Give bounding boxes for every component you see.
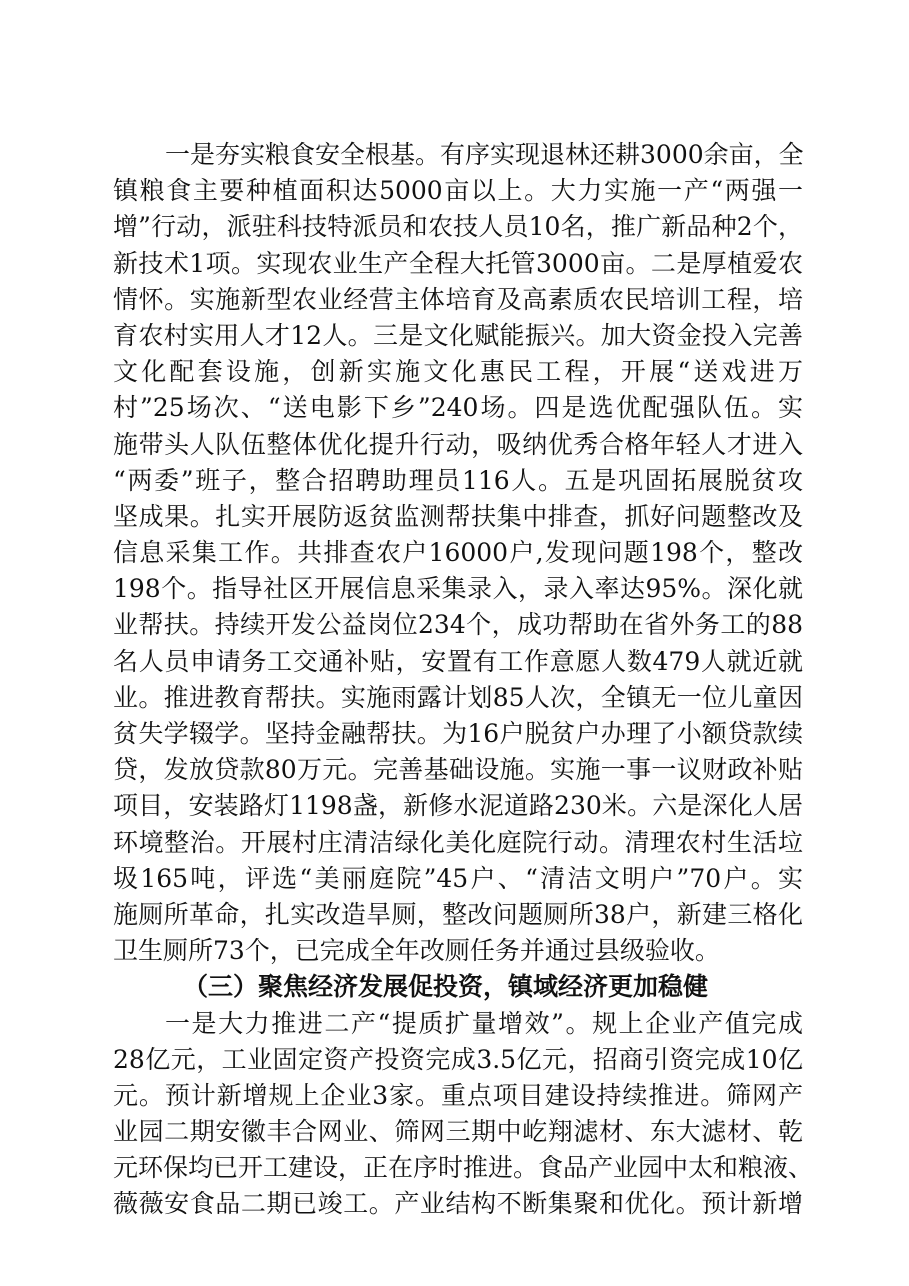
paragraph-line: 增”行动，派驻科技特派员和农技人员10名，推广新品种2个， xyxy=(113,212,803,242)
paragraph-line: 198个。指导社区开展信息采集录入，录入率达95%。深化就 xyxy=(113,574,803,604)
paragraph-line: 新技术1项。实现农业生产全程大托管3000亩。二是厚植爱农 xyxy=(113,248,803,278)
paragraph-line: 施带头人队伍整体优化提升行动，吸纳优秀合格年轻人才进入 xyxy=(113,429,803,459)
paragraph-line: 环境整治。开展村庄清洁绿化美化庭院行动。清理农村生活垃 xyxy=(113,827,803,857)
paragraph-line: 薇薇安食品二期已竣工。产业结构不断集聚和优化。预计新增 xyxy=(113,1189,803,1219)
paragraph-line: 项目，安装路灯1198盏，新修水泥道路230米。六是深化人居 xyxy=(113,791,803,821)
paragraph-line: 一是夯实粮食安全根基。有序实现退林还耕3000余亩，全 xyxy=(165,140,804,169)
paragraph-line: 信息采集工作。共排查农户16000户,发现问题198个，整改 xyxy=(113,538,803,568)
paragraph-line: 贫失学辍学。坚持金融帮扶。为16户脱贫户办理了小额贷款续 xyxy=(113,719,803,748)
paragraph-line: 卫生厕所73个，已完成全年改厕任务并通过县级验收。 xyxy=(113,936,720,966)
paragraph-line: 业。推进教育帮扶。实施雨露计划85人次，全镇无一位儿童因 xyxy=(113,682,803,712)
paragraph-line: 业帮扶。持续开发公益岗位234个，成功帮助在省外务工的88 xyxy=(113,610,803,640)
paragraph-line: 镇粮食主要种植面积达5000亩以上。大力实施一产“两强一 xyxy=(113,176,803,206)
paragraph-line: 名人员申请务工交通补贴，安置有工作意愿人数479人就近就 xyxy=(113,646,803,676)
paragraph-line: 贷，发放贷款80万元。完善基础设施。实施一事一议财政补贴 xyxy=(113,755,803,785)
section-heading: （三）聚焦经济发展促投资，镇域经济更加稳健 xyxy=(183,972,709,1002)
paragraph-line: “两委”班子，整合招聘助理员116人。五是巩固拓展脱贫攻 xyxy=(113,465,803,495)
paragraph-line: 28亿元，工业固定资产投资完成3.5亿元，招商引资完成10亿 xyxy=(113,1044,803,1074)
paragraph-line: 坚成果。扎实开展防返贫监测帮扶集中排查，抓好问题整改及 xyxy=(113,501,803,531)
paragraph-line: 一是大力推进二产“提质扩量增效”。规上企业产值完成 xyxy=(165,1008,803,1038)
paragraph-line: 业园二期安徽丰合网业、筛网三期中屹翔滤材、东大滤材、乾 xyxy=(113,1117,803,1147)
paragraph-line: 情怀。实施新型农业经营主体培育及高素质农民培训工程，培 xyxy=(113,284,803,314)
paragraph-line: 育农村实用人才12人。三是文化赋能振兴。加大资金投入完善 xyxy=(113,320,803,350)
paragraph-line: 元。预计新增规上企业3家。重点项目建设持续推进。筛网产 xyxy=(113,1080,803,1110)
paragraph-line: 村”25场次、“送电影下乡”240场。四是选优配强队伍。实 xyxy=(113,393,803,423)
document-body xyxy=(113,137,814,1223)
paragraph-line: 圾165吨，评选“美丽庭院”45户、“清洁文明户”70户。实 xyxy=(113,863,803,893)
paragraph-line: 文化配套设施，创新实施文化惠民工程，开展“送戏进万 xyxy=(113,357,803,387)
paragraph-line: 施厕所革命，扎实改造旱厕，整改问题厕所38户，新建三格化 xyxy=(113,899,803,929)
paragraph-line: 元环保均已开工建设，正在序时推进。食品产业园中太和粮液、 xyxy=(113,1153,814,1183)
